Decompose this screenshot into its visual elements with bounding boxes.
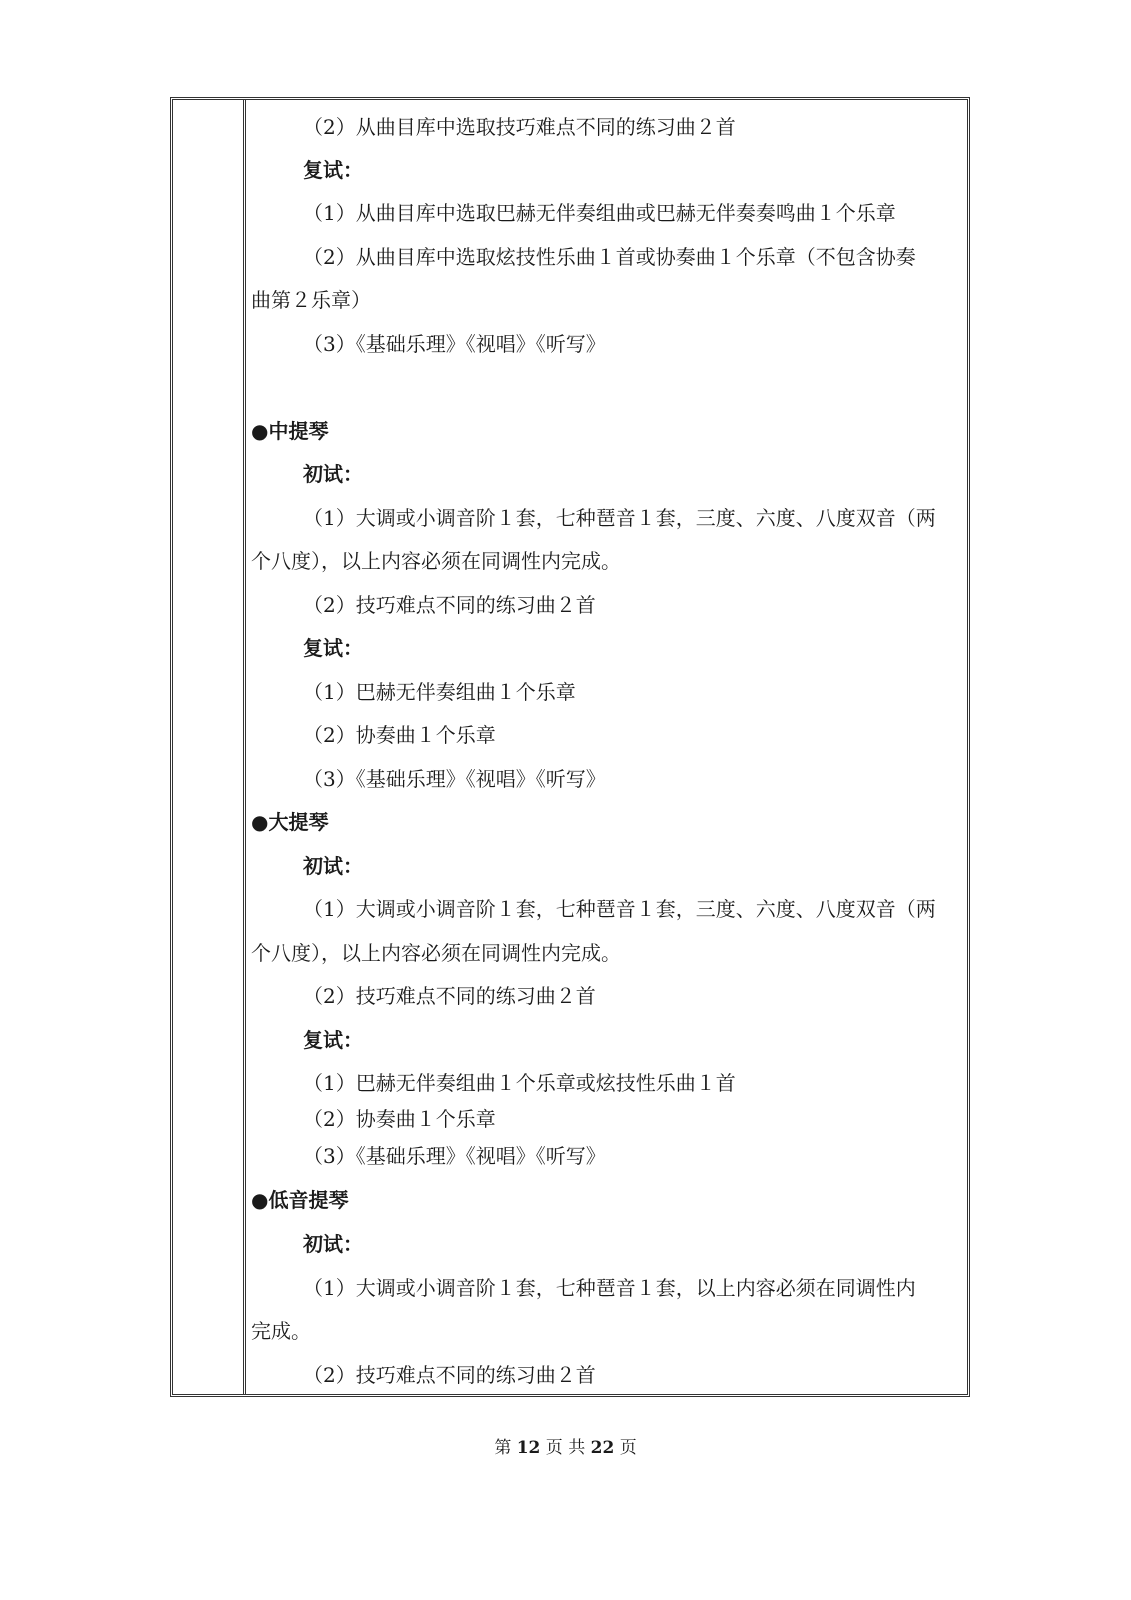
section-heading: 初试： bbox=[303, 1232, 363, 1256]
text-line: （2）从曲目库中选取技巧难点不同的练习曲２首 bbox=[303, 115, 736, 139]
section-heading: 复试： bbox=[303, 158, 363, 182]
text-line: （1）从曲目库中选取巴赫无伴奏组曲或巴赫无伴奏奏鸣曲１个乐章 bbox=[303, 201, 896, 225]
text-line: 个八度），以上内容必须在同调性内完成。 bbox=[251, 549, 621, 573]
footer-prefix: 第 bbox=[494, 1438, 512, 1458]
text-line: （2）协奏曲１个乐章 bbox=[303, 1107, 496, 1131]
text-line: （1）大调或小调音阶１套，七种琶音１套，三度、六度、八度双音（两 bbox=[303, 506, 936, 530]
page-footer bbox=[0, 1433, 1131, 1458]
text-line: （1）巴赫无伴奏组曲１个乐章或炫技性乐曲１首 bbox=[303, 1071, 736, 1095]
current-page-number: 12 bbox=[516, 1438, 541, 1458]
text-line: （3）《基础乐理》《视唱》《听写》 bbox=[303, 767, 606, 791]
instrument-heading: ●低音提琴 bbox=[251, 1188, 349, 1212]
section-heading: 复试： bbox=[303, 636, 363, 660]
instrument-heading: ●中提琴 bbox=[251, 419, 329, 443]
text-line: （1）巴赫无伴奏组曲１个乐章 bbox=[303, 680, 576, 704]
instrument-heading: ●大提琴 bbox=[251, 810, 329, 834]
section-heading: 初试： bbox=[303, 462, 363, 486]
text-line: （2）技巧难点不同的练习曲２首 bbox=[303, 1363, 596, 1387]
table-content-cell bbox=[251, 100, 967, 1394]
text-line: 完成。 bbox=[251, 1319, 311, 1343]
text-line: （2）技巧难点不同的练习曲２首 bbox=[303, 593, 596, 617]
text-line: （2）从曲目库中选取炫技性乐曲１首或协奏曲１个乐章（不包含协奏 bbox=[303, 245, 916, 269]
footer-suffix: 页 bbox=[619, 1438, 637, 1458]
text-line: （3）《基础乐理》《视唱》《听写》 bbox=[303, 332, 606, 356]
text-line: （3）《基础乐理》《视唱》《听写》 bbox=[303, 1144, 606, 1168]
footer-middle: 页 共 bbox=[545, 1438, 586, 1458]
section-heading: 复试： bbox=[303, 1028, 363, 1052]
text-line: （2）技巧难点不同的练习曲２首 bbox=[303, 984, 596, 1008]
content-table bbox=[170, 97, 970, 1397]
total-page-number: 22 bbox=[590, 1438, 615, 1458]
text-line: （1）大调或小调音阶１套，七种琶音１套，三度、六度、八度双音（两 bbox=[303, 897, 936, 921]
text-line: 曲第２乐章） bbox=[251, 288, 371, 312]
table-left-cell bbox=[173, 100, 246, 1394]
section-heading: 初试： bbox=[303, 854, 363, 878]
text-line: 个八度），以上内容必须在同调性内完成。 bbox=[251, 941, 621, 965]
text-line: （2）协奏曲１个乐章 bbox=[303, 723, 496, 747]
text-line: （1）大调或小调音阶１套，七种琶音１套，以上内容必须在同调性内 bbox=[303, 1276, 916, 1300]
